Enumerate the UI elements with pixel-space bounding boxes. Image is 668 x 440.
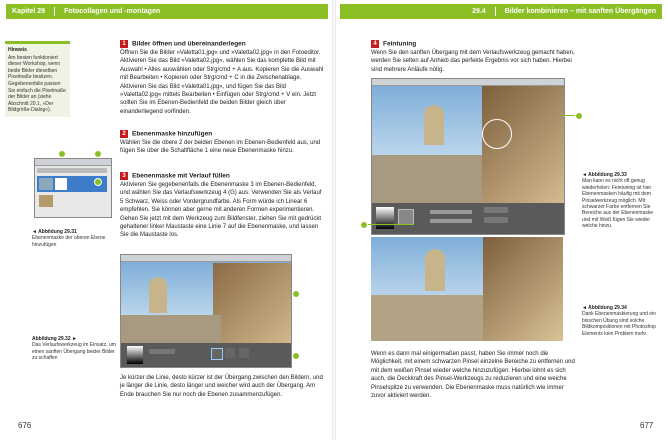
- page-number-left: 676: [18, 421, 32, 430]
- step-1-body: Öffnen Sie die Bilder »Valetta01.jpg« und »Valetta02.jpg« in den Fotoeditor. Aktivieren Sie das Bild »Valetta02.jpg«, wählen Sie das komplette Bild mit Auswahl • Alles auswählen oder Strg/cmd + A aus. Kopieren Sie die Auswahl mit Bearbeiten • Kopieren oder Strg/cmd + C in die Zwischenablage. Aktivieren Sie das Bild »Valetta01.jpg«, und fügen Sie das Bild »Valetta02.jpg« mittels Bearbeiten • Einfügen oder Strg/cmd + V ein. Jetzt sollten Sie im Ebenen-Bedienfeld die beiden Bilder gleich über einanderliegend vorfinden.: [120, 50, 324, 115]
- marker-icon: [292, 352, 300, 360]
- step-title: Ebenenmaske hinzufügen: [132, 130, 213, 138]
- marker-icon: [360, 221, 368, 229]
- step-4-heading: [371, 40, 416, 48]
- tip-title: Hinweis: [8, 47, 27, 53]
- marker-icon: [292, 290, 300, 298]
- caption-text: Man kann es nicht oft genug wiederholen: Feintuning ist hier Ebenenmasken häufig mit dem Pinselwerkzeug möglich. Mit schwarzer Farbe entfernen Sie Bereiche aus der Ebenenmaske und mit Weiß fügen Sie wieder welche hinzu.: [582, 178, 654, 230]
- step-number: 1: [120, 40, 128, 48]
- final-collage-image: [371, 237, 563, 341]
- fine-tuning-screenshot: [371, 78, 565, 235]
- step-number: 3: [120, 172, 128, 180]
- marker-icon: [94, 178, 102, 186]
- right-closing-paragraph: Wenn es dann mal einigermaßen passt, haben Sie immer noch die Möglichkeit, mit einem schwarzen Pinsel einzelne Bereiche zu entfernen und mit dem weißen Pinsel wieder welche hinzuzufügen. Hierbei lohnt es sich auch, die Deckkraft des Pinsel-Werkzeugs zu reduzieren und eine weiche Pinselspitze zu verwenden. Die Ebenenmaske muss natürlich wie immer zuvor aktiviert werden.: [371, 351, 575, 400]
- step-2-heading: [120, 130, 212, 138]
- section-label: 29.4: [472, 8, 486, 15]
- caption-label: Abbildung 29.32 ►: [32, 336, 77, 342]
- running-header-left: [6, 4, 328, 19]
- caption-label: ◄ Abbildung 29.33: [582, 172, 627, 178]
- chapter-label: Kapitel 29: [12, 8, 46, 15]
- step-title: Bilder öffnen und übereinanderlegen: [132, 40, 246, 48]
- marker-icon: [58, 150, 66, 158]
- marker-icon: [575, 112, 583, 120]
- marker-icon: [94, 150, 102, 158]
- chapter-title: Fotocollagen und -montagen: [64, 8, 161, 15]
- page-number-right: 677: [640, 421, 654, 430]
- step-title: Ebenenmaske mit Verlauf füllen: [132, 172, 230, 180]
- step-number: 2: [120, 130, 128, 138]
- caption-text: Ebenenmaske der oberen Ebene hinzufügen: [32, 235, 106, 248]
- figure-caption-29-34: [582, 305, 662, 337]
- caption-label: ◄ Abbildung 29.31: [32, 229, 77, 235]
- step-1-heading: [120, 40, 246, 48]
- tip-box: [5, 41, 70, 117]
- caption-label: ◄ Abbildung 29.34: [582, 305, 627, 311]
- right-page: [334, 0, 668, 440]
- step-title: Feintuning: [383, 40, 417, 48]
- left-closing-paragraph: Je kürzer die Linie, desto kürzer ist der Übergang zwischen den Bildern, und je länger die Linie, desto länger und weicher wird auch der Übergang. Am Ende brauchen Sie nur noch die Ebenen zusammenzufügen.: [120, 375, 323, 398]
- step-4-body: Wenn Sie den sanften Übergang mit dem Verlaufswerkzeug gemacht haben, werden Sie selten auf Anhieb das perfekte Ergebnis vor sich haben. Hierbei sind mehrere Anläufe nötig.: [371, 50, 575, 73]
- tip-body: Am besten funktioniert dieser Workshop, wenn beide Bilder dieselben Pixelmaße besitzen. Gegebenenfalls passen Sie einfach die Pixelmaße der Bilder an (siehe Abschnitt 20.1, »Der Bildgröße-Dialog«).: [8, 54, 66, 114]
- section-title: Bilder kombinieren – mit sanften Übergängen: [504, 8, 656, 15]
- step-3-body: Aktivieren Sie gegebenenfalls die Ebenenmaske 3 im Ebenen-Bedienfeld, und wählen Sie das Verlaufswerkzeug 4 (G) aus. Verwenden Sie als Verlauf 5 Schwarz, Weiss oder Vordergrundfarbe. Als Form würde ich Linear 6 empfehlen. Sie können aber gerne mit anderen Formen experimentieren. Gehen Sie jetzt mit dem Werkzeug zum Bildfenster, ziehen Sie mit gedrückt gehaltener linker Maustaste eine Linie 7 auf die Ebenenmaske, und lassen Sie die Maustaste los.: [120, 182, 322, 239]
- step-number: 4: [371, 40, 379, 48]
- gradient-tool-screenshot: [120, 254, 292, 368]
- step-3-heading: [120, 172, 230, 180]
- figure-caption-29-31: [32, 229, 112, 248]
- figure-caption-29-33: [582, 172, 662, 230]
- caption-text: Dank Ebenenmaskierung und ein bisschen Übung sind solche Bildkompositionen mit Photoshop Elements kein Problem mehr.: [582, 311, 656, 337]
- caption-text: Das Verlaufswerkzeug im Einsatz, um einen sanften Übergang beider Bilder zu schaffen: [32, 342, 116, 362]
- layers-panel-screenshot: [34, 158, 112, 218]
- step-2-body: Wählen Sie die obere 2 der beiden Ebenen im Ebenen-Bedienfeld aus, und fügen Sie über die Schaltfläche 1 eine neue Ebenenmaske hinzu.: [120, 140, 321, 155]
- running-header-right: [340, 4, 662, 19]
- figure-caption-29-32: [32, 336, 116, 362]
- callout-line: [364, 224, 414, 225]
